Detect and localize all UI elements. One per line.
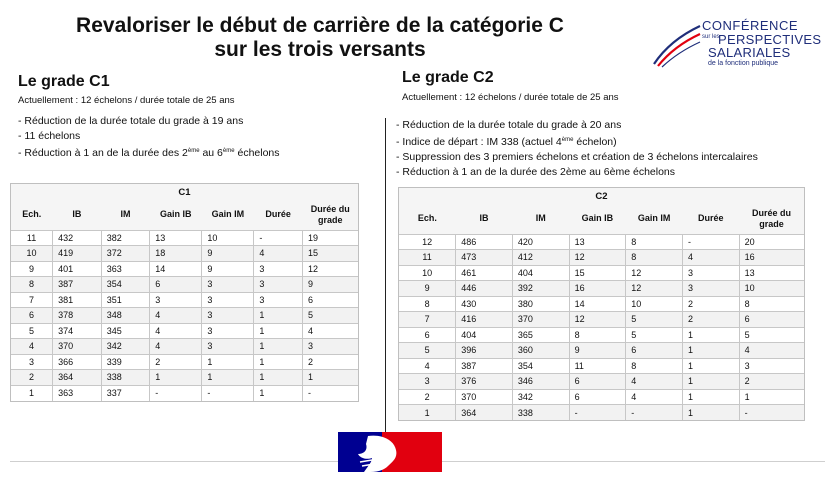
table-row <box>399 374 804 390</box>
table-cell: 6 <box>569 389 626 405</box>
table-cell: 364 <box>53 370 102 386</box>
table-cell: 374 <box>53 323 102 339</box>
table-cell: 378 <box>53 308 102 324</box>
table-cell: 1 <box>254 385 303 401</box>
table-cell: 339 <box>101 354 150 370</box>
table-cell: 2 <box>682 312 739 328</box>
table-row <box>399 312 804 328</box>
c2-bullet-2: - Indice de départ : IM 338 (actuel 4ème échelon) <box>396 136 617 148</box>
c1-table <box>10 183 359 402</box>
table-row <box>399 358 804 374</box>
table-cell: 3 <box>682 265 739 281</box>
c1-col-gain-im: Gain IM <box>211 209 245 220</box>
table-cell: 1 <box>739 389 804 405</box>
table-cell: 18 <box>150 246 202 262</box>
table-cell: 3 <box>202 292 254 308</box>
c2-table-caption: C2 <box>595 190 608 202</box>
table-cell: 1 <box>202 370 254 386</box>
table-row <box>11 292 358 308</box>
table-cell: 1 <box>682 327 739 343</box>
table-cell: 3 <box>150 292 202 308</box>
table-cell: 16 <box>739 250 804 266</box>
section-divider <box>385 118 386 448</box>
table-cell: 20 <box>739 234 804 250</box>
table-cell: 12 <box>569 250 626 266</box>
c2-col-duree-grade: Durée du grade <box>752 207 792 229</box>
table-cell: 16 <box>569 281 626 297</box>
table-row <box>11 246 358 262</box>
table-cell: 1 <box>682 374 739 390</box>
c1-col-im: IM <box>120 209 131 220</box>
logo-line-4: de la fonction publique <box>708 60 779 67</box>
table-cell: 342 <box>101 339 150 355</box>
c2-col-duree: Durée <box>698 213 724 224</box>
table-cell: 1 <box>11 385 53 401</box>
table-cell: 12 <box>626 281 683 297</box>
table-cell: 412 <box>512 250 569 266</box>
table-row <box>399 343 804 359</box>
table-cell: 4 <box>302 323 358 339</box>
table-row <box>399 250 804 266</box>
table-cell: 430 <box>456 296 513 312</box>
table-cell: 382 <box>101 230 150 246</box>
table-cell: 1 <box>254 339 303 355</box>
table-cell: - <box>150 385 202 401</box>
table-cell: 9 <box>302 277 358 293</box>
table-cell: 10 <box>11 246 53 262</box>
table-cell: 8 <box>399 296 456 312</box>
table-cell: 486 <box>456 234 513 250</box>
table-cell: 1 <box>254 354 303 370</box>
table-cell: 2 <box>302 354 358 370</box>
table-cell: 5 <box>626 327 683 343</box>
table-cell: 8 <box>626 250 683 266</box>
c2-col-ech: Ech. <box>417 213 437 224</box>
table-cell: 10 <box>202 230 254 246</box>
page-title <box>40 14 600 62</box>
table-cell: 10 <box>626 296 683 312</box>
table-cell: 3 <box>682 281 739 297</box>
c1-bullet-1: - Réduction de la durée totale du grade à 19 ans <box>18 115 244 127</box>
table-cell: 420 <box>512 234 569 250</box>
table-row <box>11 339 358 355</box>
table-cell: 416 <box>456 312 513 328</box>
logo-line-1: CONFÉRENCE <box>702 18 799 33</box>
table-cell: - <box>739 405 804 421</box>
table-cell: 404 <box>512 265 569 281</box>
table-cell: 2 <box>739 374 804 390</box>
table-cell: 364 <box>456 405 513 421</box>
table-row <box>11 277 358 293</box>
table-cell: 337 <box>101 385 150 401</box>
table-row <box>399 327 804 343</box>
c1-col-ech: Ech. <box>22 209 42 220</box>
table-cell: - <box>626 405 683 421</box>
table-cell: 419 <box>53 246 102 262</box>
table-cell: 12 <box>302 261 358 277</box>
table-cell: 4 <box>682 250 739 266</box>
table-cell: 9 <box>399 281 456 297</box>
table-row <box>399 265 804 281</box>
table-cell: 8 <box>739 296 804 312</box>
table-cell: - <box>302 385 358 401</box>
table-cell: 3 <box>254 292 303 308</box>
table-cell: 3 <box>202 323 254 339</box>
table-cell: - <box>682 234 739 250</box>
table-row <box>11 323 358 339</box>
c1-bullet-3: - Réduction à 1 an de la durée des 2ème au 6ème échelons <box>18 147 280 159</box>
table-cell: 6 <box>11 308 53 324</box>
table-cell: 3 <box>202 339 254 355</box>
table-cell: 1 <box>399 405 456 421</box>
table-row <box>11 385 358 401</box>
table-cell: 346 <box>512 374 569 390</box>
table-cell: 404 <box>456 327 513 343</box>
table-cell: 1 <box>682 389 739 405</box>
table-cell: 4 <box>739 343 804 359</box>
table-cell: 15 <box>302 246 358 262</box>
c2-bullet-1: - Réduction de la durée totale du grade à 20 ans <box>396 119 622 131</box>
table-cell: 12 <box>569 312 626 328</box>
logo-swoosh-icon <box>652 20 702 68</box>
table-cell: 3 <box>254 261 303 277</box>
c1-bullet-2: - 11 échelons <box>18 130 81 142</box>
table-cell: 8 <box>569 327 626 343</box>
table-cell: 392 <box>512 281 569 297</box>
table-cell: 3 <box>202 308 254 324</box>
table-cell: 4 <box>254 246 303 262</box>
table-cell: 354 <box>101 277 150 293</box>
table-cell: 5 <box>626 312 683 328</box>
table-cell: 3 <box>739 358 804 374</box>
table-cell: 19 <box>302 230 358 246</box>
c1-col-duree-grade: Durée du grade <box>310 203 350 225</box>
table-cell: - <box>569 405 626 421</box>
table-cell: 13 <box>739 265 804 281</box>
table-cell: 376 <box>456 374 513 390</box>
c2-bullets <box>396 118 758 180</box>
table-cell: 10 <box>399 265 456 281</box>
table-cell: 2 <box>399 389 456 405</box>
table-cell: 11 <box>569 358 626 374</box>
table-cell: 5 <box>399 343 456 359</box>
c2-subtitle: Actuellement : 12 échelons / durée totale de 25 ans <box>402 92 619 103</box>
table-cell: 9 <box>11 261 53 277</box>
table-cell: 14 <box>150 261 202 277</box>
table-cell: 8 <box>626 358 683 374</box>
table-cell: 2 <box>682 296 739 312</box>
table-cell: 8 <box>11 277 53 293</box>
table-cell: 6 <box>150 277 202 293</box>
table-cell: 3 <box>254 277 303 293</box>
title-line-1: Revaloriser le début de carrière de la catégorie C <box>76 14 564 37</box>
c1-col-duree: Durée <box>265 209 291 220</box>
table-cell: 8 <box>626 234 683 250</box>
table-cell: 13 <box>569 234 626 250</box>
table-cell: 387 <box>456 358 513 374</box>
c2-title: Le grade C2 <box>402 69 494 86</box>
table-cell: 6 <box>569 374 626 390</box>
table-row <box>11 230 358 246</box>
table-row <box>11 308 358 324</box>
logo-line-2b: PERSPECTIVES <box>718 32 822 47</box>
c1-title: Le grade C1 <box>18 73 110 90</box>
logo-line-2a: sur les <box>702 34 720 40</box>
title-line-2: sur les trois versants <box>214 38 426 61</box>
table-cell: 5 <box>11 323 53 339</box>
table-cell: 1 <box>254 370 303 386</box>
table-cell: 15 <box>569 265 626 281</box>
table-cell: 396 <box>456 343 513 359</box>
table-cell: 360 <box>512 343 569 359</box>
table-cell: 9 <box>569 343 626 359</box>
table-cell: 9 <box>202 261 254 277</box>
table-cell: 4 <box>626 374 683 390</box>
c2-col-im: IM <box>535 213 546 224</box>
table-cell: 7 <box>11 292 53 308</box>
table-cell: 6 <box>739 312 804 328</box>
table-cell: 370 <box>53 339 102 355</box>
table-cell: 351 <box>101 292 150 308</box>
c1-table-header <box>11 200 358 230</box>
table-cell: 11 <box>11 230 53 246</box>
table-cell: 372 <box>101 246 150 262</box>
table-row <box>399 281 804 297</box>
c1-table-caption: C1 <box>178 186 191 198</box>
table-cell: 12 <box>399 234 456 250</box>
table-cell: 10 <box>739 281 804 297</box>
c2-col-ib: IB <box>479 213 489 224</box>
c1-col-ib: IB <box>72 209 82 220</box>
table-cell: 5 <box>302 308 358 324</box>
table-row <box>399 405 804 421</box>
table-cell: 13 <box>150 230 202 246</box>
table-cell: 354 <box>512 358 569 374</box>
table-cell: 14 <box>569 296 626 312</box>
c2-col-gain-im: Gain IM <box>637 213 671 224</box>
c2-bullet-4: - Réduction à 1 an de la durée des 2ème au 6ème échelons <box>396 166 676 178</box>
table-cell: 7 <box>399 312 456 328</box>
table-cell: 3 <box>302 339 358 355</box>
table-row <box>11 261 358 277</box>
table-cell: 366 <box>53 354 102 370</box>
table-cell: 4 <box>150 308 202 324</box>
c1-bullets <box>18 114 280 161</box>
table-cell: 4 <box>626 389 683 405</box>
table-cell: 4 <box>11 339 53 355</box>
table-cell: 12 <box>626 265 683 281</box>
table-row <box>399 389 804 405</box>
table-cell: 432 <box>53 230 102 246</box>
table-cell: 2 <box>150 354 202 370</box>
marianne-logo-icon <box>338 432 442 472</box>
table-cell: 401 <box>53 261 102 277</box>
table-cell: 365 <box>512 327 569 343</box>
table-cell: 387 <box>53 277 102 293</box>
table-cell: 348 <box>101 308 150 324</box>
table-cell: 1 <box>150 370 202 386</box>
table-cell: 381 <box>53 292 102 308</box>
table-cell: 370 <box>456 389 513 405</box>
c1-subtitle: Actuellement : 12 échelons / durée totale de 25 ans <box>18 95 235 106</box>
table-cell: 3 <box>11 354 53 370</box>
table-cell: 338 <box>101 370 150 386</box>
table-cell: 345 <box>101 323 150 339</box>
c2-table-header <box>399 204 804 234</box>
logo-line-3: SALARIALES <box>708 45 791 60</box>
table-cell: 4 <box>150 339 202 355</box>
table-cell: 1 <box>682 343 739 359</box>
c2-table <box>398 187 805 421</box>
table-cell: 11 <box>399 250 456 266</box>
table-cell: - <box>202 385 254 401</box>
table-cell: 1 <box>254 308 303 324</box>
table-cell: 1 <box>302 370 358 386</box>
table-cell: 370 <box>512 312 569 328</box>
table-cell: 380 <box>512 296 569 312</box>
table-cell: 1 <box>202 354 254 370</box>
table-cell: 4 <box>150 323 202 339</box>
table-cell: 4 <box>399 358 456 374</box>
table-row <box>399 234 804 250</box>
table-cell: 9 <box>202 246 254 262</box>
table-cell: 342 <box>512 389 569 405</box>
table-cell: 1 <box>254 323 303 339</box>
table-row <box>399 296 804 312</box>
table-cell: 3 <box>399 374 456 390</box>
table-row <box>11 354 358 370</box>
table-cell: 446 <box>456 281 513 297</box>
table-cell: 473 <box>456 250 513 266</box>
table-cell: 6 <box>399 327 456 343</box>
c1-col-gain-ib: Gain IB <box>160 209 192 220</box>
table-cell: 6 <box>302 292 358 308</box>
table-cell: 1 <box>682 405 739 421</box>
table-cell: 461 <box>456 265 513 281</box>
table-cell: 338 <box>512 405 569 421</box>
table-cell: 2 <box>11 370 53 386</box>
table-cell: 363 <box>101 261 150 277</box>
table-cell: 363 <box>53 385 102 401</box>
table-cell: 1 <box>682 358 739 374</box>
table-cell: - <box>254 230 303 246</box>
c2-col-gain-ib: Gain IB <box>581 213 614 224</box>
table-cell: 5 <box>739 327 804 343</box>
table-cell: 3 <box>202 277 254 293</box>
conference-logo <box>652 12 822 72</box>
table-cell: 6 <box>626 343 683 359</box>
table-row <box>11 370 358 386</box>
c2-bullet-3: - Suppression des 3 premiers échelons et création de 3 échelons intercalaires <box>396 151 758 163</box>
